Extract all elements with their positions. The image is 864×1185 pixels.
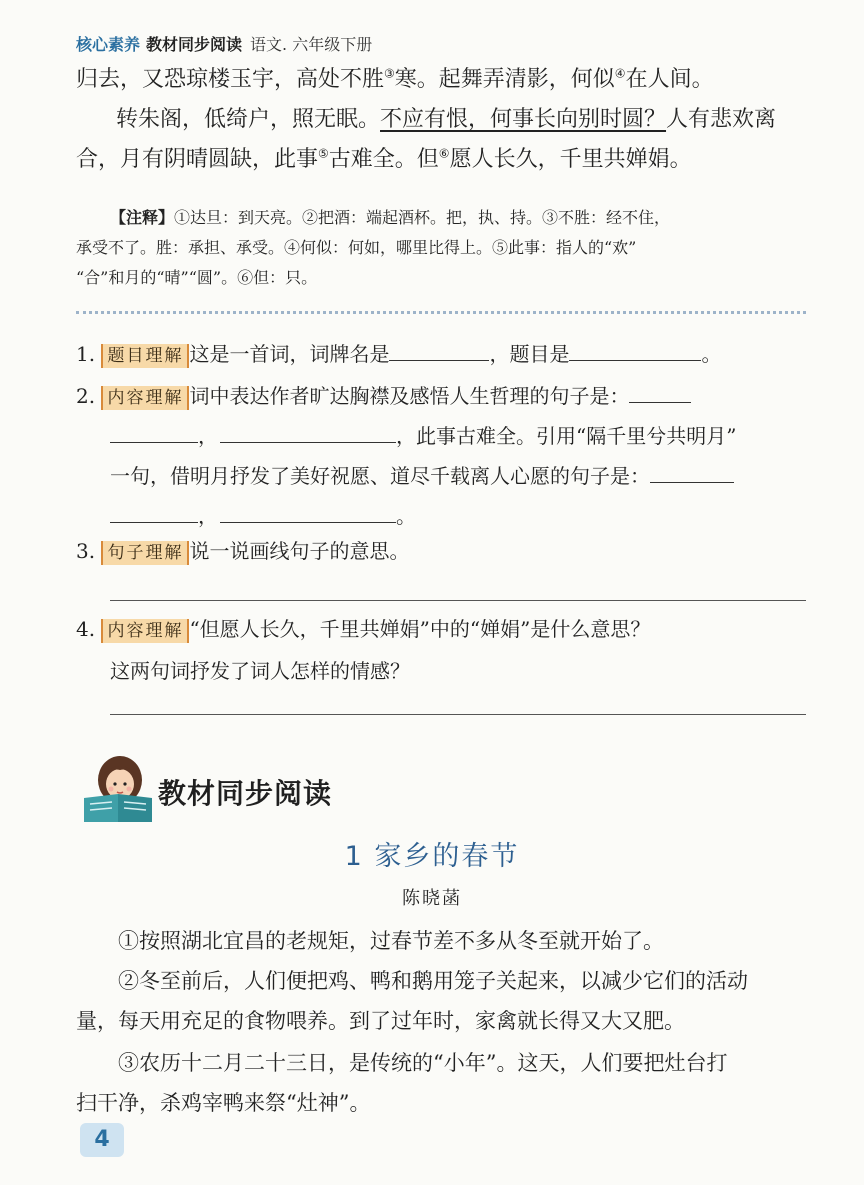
question-text: 一句，借明月抒发了美好祝愿、道尽千载离人心愿的句子是： [110,464,650,488]
footnote-marker: ⑥ [438,146,450,161]
question-4-line-2 [110,654,840,688]
answer-blank[interactable] [650,458,734,483]
question-2-line-2 [110,418,840,453]
lesson-author: 陈晓菡 [402,888,462,909]
footnote-marker: ④ [614,66,626,81]
poem-text: 归去，又恐琼楼玉宇，高处不胜 [76,67,385,92]
question-type-tag: 句子理解 [101,541,189,565]
annotation-line: 承受不了。胜：承担、承受。④何似：何如，哪里比得上。⑤此事：指人的“欢” [76,238,637,257]
section-title: 教材同步阅读 [158,777,333,810]
answer-blank[interactable] [110,498,198,523]
answer-line[interactable] [110,600,806,601]
annotation-line: ①达旦：到天亮。②把酒：端起酒杯。把，执、持。③不胜：经不住， [174,208,671,227]
poem-text: 在人间。 [625,67,714,92]
page-number-badge: 4 [80,1123,124,1157]
question-type-tag: 内容理解 [101,619,189,643]
poem-text: 人有悲欢离 [666,107,777,132]
lesson-title: 1 家乡的春节 [344,841,520,872]
header-brand: 核心素养 [76,35,141,54]
question-text: ，题目是 [489,342,570,366]
question-text: 说一说画线句子的意思。 [189,539,410,563]
paragraph-3-line-1: ③农历十二月二十三日，是传统的“小年”。这天，人们要把灶台打 [118,1051,728,1075]
question-1 [76,336,806,371]
paragraph-2-line-1: ②冬至前后，人们便把鸡、鸭和鹅用笼子关起来，以减少它们的活动 [118,969,748,993]
question-type-tag: 内容理解 [101,386,189,410]
poem-line-3 [76,142,806,178]
poem-text: 寒。起舞弄清影，何似 [394,67,615,92]
girl-reading-book-icon [78,752,156,824]
question-text: ， [198,424,218,448]
question-text: 这两句词抒发了词人怎样的情感？ [110,659,410,683]
question-text: ，此事古难全。引用“隔千里兮共明月” [396,424,737,448]
question-number: 3. [76,539,96,563]
question-type-tag: 题目理解 [101,344,189,368]
question-number: 1. [76,342,96,366]
question-2-line-3 [110,458,840,493]
poem-text: 愿人长久，千里共婵娟。 [449,147,692,172]
question-text: 词中表达作者旷达胸襟及感悟人生哲理的句子是： [189,384,630,408]
poem-line-2 [116,102,846,138]
poem-text: 古难全。但 [328,147,439,172]
answer-blank[interactable] [569,336,701,361]
running-header [76,34,372,56]
section-header [78,752,478,824]
annotation-tag: 【注释】 [110,208,175,227]
question-text: “但愿人长久，千里共婵娟”中的“婵娟”是什么意思？ [189,617,651,641]
question-number: 2. [76,384,96,408]
answer-blank[interactable] [110,418,198,443]
poem-text: 转朱阁，低绮户，照无眠。 [116,107,381,132]
dotted-divider [76,311,806,314]
footnote-marker: ⑤ [318,146,329,161]
question-text: ， [198,504,218,528]
answer-blank[interactable] [220,498,396,523]
answer-blank[interactable] [629,378,691,403]
answer-blank[interactable] [220,418,396,443]
header-series: 教材同步阅读 [146,35,243,54]
underlined-sentence: 不应有恨，何事长向别时圆？ [380,107,667,132]
paragraph-3-line-2: 扫干净，杀鸡宰鸭来祭“灶神”。 [76,1091,371,1115]
paragraph-1: ①按照湖北宜昌的老规矩，过春节差不多从冬至就开始了。 [118,929,664,953]
question-2-line-4 [110,498,840,533]
question-number: 4. [76,617,96,641]
question-3 [76,534,806,568]
footnote-marker: ③ [384,66,395,81]
answer-blank[interactable] [389,336,489,361]
question-text: 这是一首词，词牌名是 [189,342,390,366]
poem-text: 合，月有阴晴圆缺，此事 [76,147,319,172]
poem-line-1 [76,62,806,98]
question-4 [76,612,806,646]
header-subject: 语文. 六年级下册 [250,35,373,54]
annotation-block [76,203,806,293]
question-2 [76,378,806,413]
question-text: 。 [396,504,416,528]
paragraph-2-line-2: 量，每天用充足的食物喂养。到了过年时，家禽就长得又大又肥。 [76,1009,685,1033]
annotation-line: “合”和月的“晴”“圆”。⑥但：只。 [76,268,318,287]
answer-line[interactable] [110,714,806,715]
question-text: 。 [701,342,722,366]
